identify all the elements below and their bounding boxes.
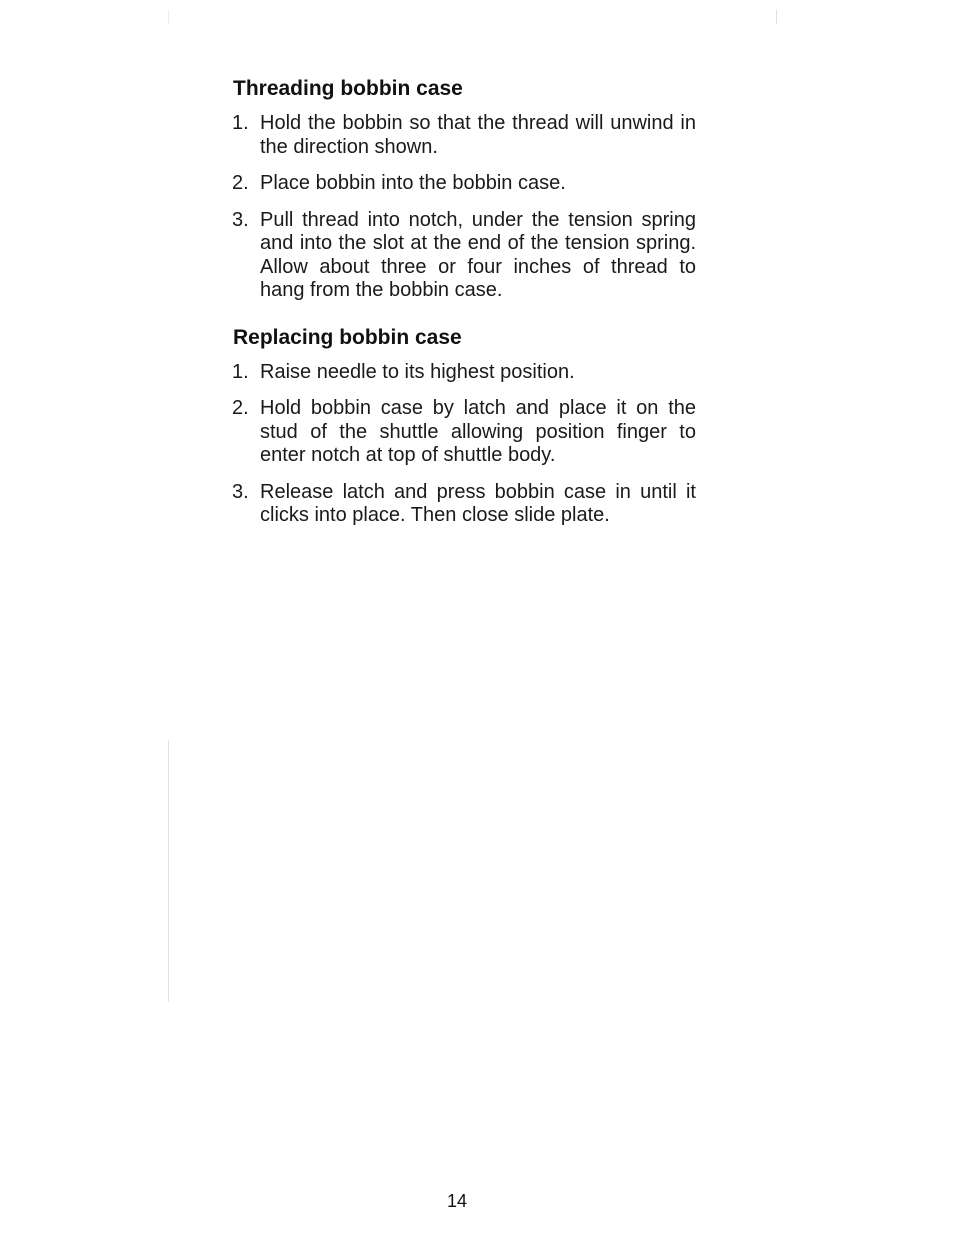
list-item	[230, 397, 696, 468]
scan-margin-mark	[776, 10, 777, 24]
section-heading-threading: Threading bobbin case	[233, 77, 463, 100]
step-number: 3.	[232, 480, 249, 503]
step-text: Hold the bobbin so that the thread will unwind in the direction shown.	[260, 112, 696, 158]
page-number: 14	[446, 1191, 468, 1211]
step-text: Raise needle to its highest position.	[260, 360, 575, 383]
list-item	[230, 481, 696, 528]
list-item	[230, 209, 696, 303]
instructions-content	[230, 76, 696, 541]
list-item	[230, 172, 696, 196]
step-number: 1.	[232, 112, 249, 134]
step-number: 2.	[232, 397, 249, 419]
step-number: 2.	[232, 172, 249, 194]
step-text: Place bobbin into the bobbin case.	[260, 172, 566, 194]
step-number: 1.	[232, 360, 249, 383]
replacing-steps-list	[230, 361, 696, 528]
scan-margin-mark	[168, 10, 169, 24]
threading-steps-list	[230, 112, 696, 303]
step-text: Hold bobbin case by latch and place it on the stud of the shuttle allowing position finger to enter notch at top of shuttle body.	[260, 397, 696, 466]
scan-margin-line	[168, 740, 169, 1002]
list-item	[230, 361, 696, 385]
list-item	[230, 112, 696, 159]
step-text: Release latch and press bobbin case in until it clicks into place. Then close slide plate.	[260, 480, 696, 526]
step-text: Pull thread into notch, under the tension spring and into the slot at the end of the tension spring. Allow about three or four inches of thread to hang from the bobbin case.	[260, 208, 696, 301]
step-number: 3.	[232, 208, 249, 231]
section-heading-replacing: Replacing bobbin case	[233, 325, 462, 349]
